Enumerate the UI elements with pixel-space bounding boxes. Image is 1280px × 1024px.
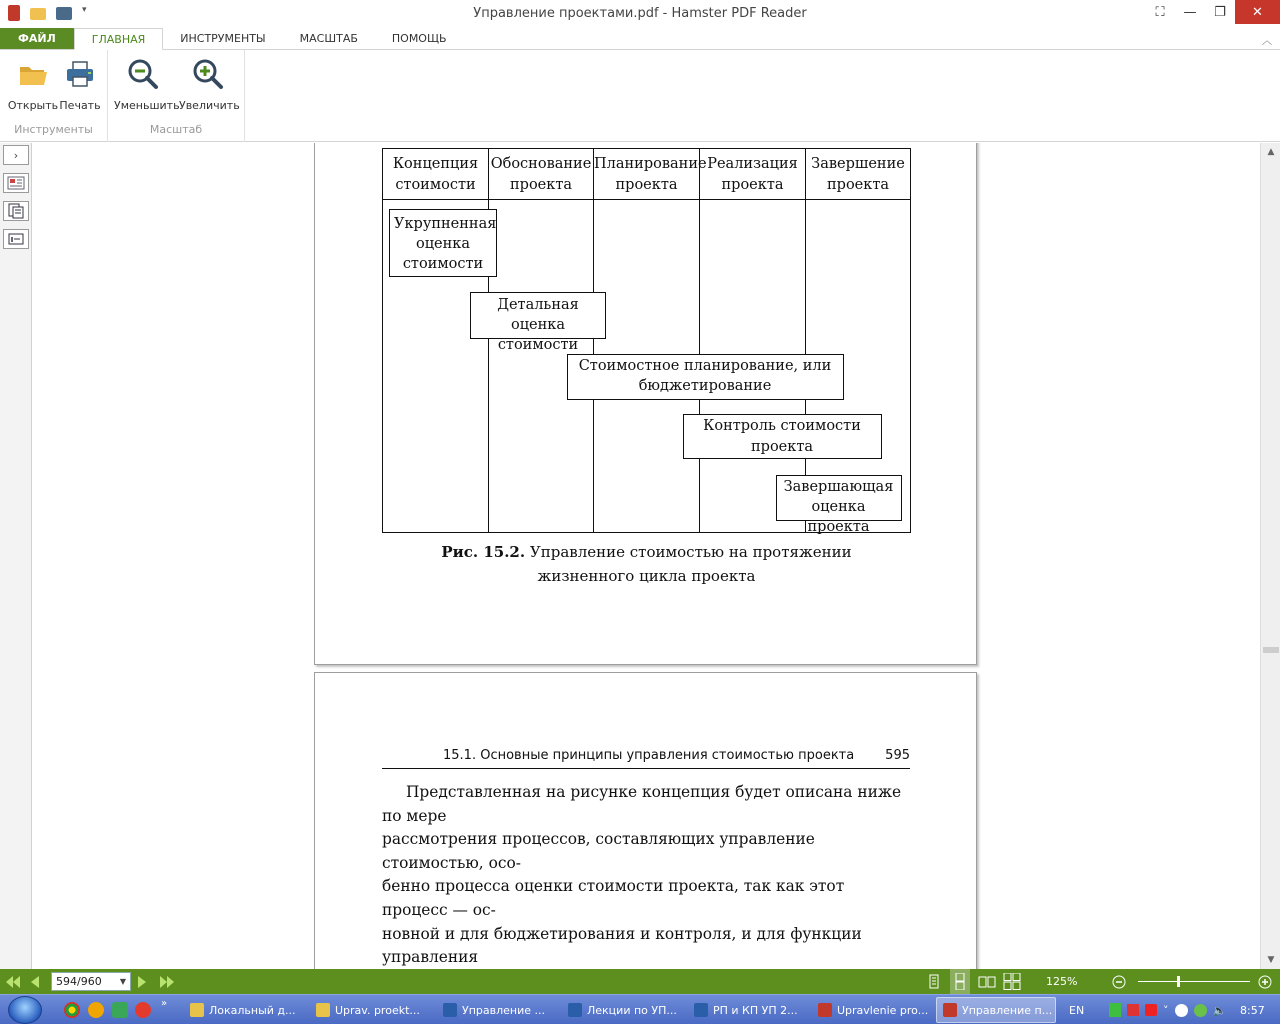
window-controls (1145, 0, 1280, 24)
bookmarks-icon[interactable] (3, 229, 29, 249)
folder-open-icon (17, 58, 49, 90)
diagram-box: Контроль стоимости проекта (703, 418, 861, 455)
print-button-label: Печать (59, 99, 101, 112)
ribbon-group-label: Масштаб (149, 123, 203, 136)
word-document-icon (568, 1003, 582, 1017)
zoom-in-icon (192, 58, 224, 90)
restore-button[interactable]: ❐ (1214, 4, 1226, 20)
word-document-icon (694, 1003, 708, 1017)
ribbon-tabs (0, 28, 1280, 50)
taskbar-task[interactable]: Uprav. proekt... (310, 997, 428, 1023)
tab-tools[interactable]: ИНСТРУМЕНТЫ (180, 32, 266, 45)
tray-monitor-icon[interactable] (1127, 1004, 1139, 1016)
pages-icon[interactable] (3, 201, 29, 221)
window-title: Управление проектами.pdf - Hamster PDF Reader (473, 6, 807, 21)
continuous-facing-view-icon[interactable] (1003, 969, 1021, 994)
text-line: новной и для бюджетирования и контроля, и для функции управления (382, 924, 862, 967)
diagram-box: Укрупненная оценка стоимости (394, 216, 497, 272)
thumbnails-icon[interactable] (3, 173, 29, 193)
taskbar-task[interactable]: РП и КП УП 2... (688, 997, 806, 1023)
zoom-slider-thumb[interactable] (1177, 976, 1180, 987)
title-bar (0, 0, 1280, 28)
tab-help[interactable]: ПОМОЩЬ (391, 32, 447, 45)
phase-header: Планирование проекта (594, 156, 707, 193)
pdf-page (314, 672, 977, 969)
zoom-minus-icon[interactable] (1112, 969, 1126, 994)
chrome-icon[interactable] (64, 1002, 80, 1018)
taskbar-task[interactable]: Лекции по УП... (562, 997, 680, 1023)
phase-header: Концепция стоимости (392, 156, 479, 193)
first-page-icon[interactable] (5, 969, 21, 994)
language-indicator[interactable]: EN (1069, 1003, 1085, 1017)
text-line: Представленная на рисунке концепция будет описана ниже по мере (382, 783, 902, 825)
scroll-down-icon[interactable]: ▼ (1267, 955, 1275, 965)
zoom-slider-track[interactable] (1138, 981, 1250, 982)
ribbon-group-label: Инструменты (14, 123, 93, 136)
mail-icon[interactable] (88, 1002, 104, 1018)
zoom-out-icon (127, 58, 159, 90)
running-header (382, 747, 910, 769)
system-tray (1109, 995, 1226, 1024)
document-viewport[interactable] (33, 143, 1260, 969)
page-number: 595 (885, 748, 910, 763)
minimize-button[interactable]: — (1183, 4, 1197, 20)
single-page-view-icon[interactable] (928, 969, 940, 994)
ribbon (0, 50, 1280, 142)
zoom-out-label: Уменьшить (114, 99, 180, 112)
printer-icon (64, 58, 96, 90)
diagram-box: Стоимостное планирование, или бюджетирование (578, 358, 832, 394)
page-indicator: 594/960 (56, 975, 102, 988)
tab-home[interactable]: ГЛАВНАЯ (74, 28, 164, 50)
customize-toolbar-chevron-icon[interactable]: ▾ (82, 5, 87, 15)
page-dropdown-chevron-icon[interactable]: ▼ (119, 977, 126, 986)
taskbar-task[interactable]: Локальный д... (184, 997, 302, 1023)
yandex-browser-icon[interactable] (135, 1002, 151, 1018)
tray-app-icon[interactable] (1109, 1003, 1121, 1017)
tray-chevron-icon[interactable]: ˅ (1163, 1003, 1169, 1017)
text-line: бенно процесса оценки стоимости проекта, так как этот процесс — ос- (382, 877, 845, 919)
taskbar-task[interactable]: Управление ... (437, 997, 555, 1023)
diagram-box: Завершающая оценка проекта (783, 479, 894, 535)
folder-icon (190, 1003, 204, 1017)
folder-icon (316, 1003, 330, 1017)
collapse-ribbon-chevron-icon[interactable]: ︿ (1262, 36, 1272, 47)
close-button[interactable]: ✕ (1235, 0, 1280, 24)
tab-scale[interactable]: МАСШТАБ (299, 32, 358, 45)
vertical-scrollbar[interactable] (1260, 143, 1280, 969)
zoom-out-button[interactable] (114, 58, 180, 112)
zoom-in-label: Увеличить (179, 99, 240, 112)
print-button[interactable] (51, 58, 109, 112)
fullscreen-icon[interactable]: ⛶ (1155, 4, 1165, 20)
clock[interactable]: 8:57 (1240, 1003, 1265, 1017)
figure-caption-label: Рис. 15.2. (441, 543, 526, 561)
volume-icon[interactable]: 🔈 (1212, 1003, 1227, 1017)
running-header-title: 15.1. Основные принципы управления стоимостью проекта (443, 748, 855, 763)
quick-launch-overflow-icon[interactable]: » (161, 998, 168, 1009)
scroll-up-icon[interactable]: ▲ (1267, 147, 1275, 157)
pdf-reader-icon (943, 1003, 957, 1017)
tray-network-icon[interactable] (1194, 1004, 1207, 1017)
zoom-in-button[interactable] (179, 58, 240, 112)
prev-page-icon[interactable] (30, 969, 40, 994)
next-page-icon[interactable] (137, 969, 147, 994)
figure-caption-text: Управление стоимостью на протяжении жизненного цикла проекта (529, 543, 852, 585)
tray-antivirus-icon[interactable] (1145, 1004, 1157, 1016)
quick-launch-icon[interactable] (112, 1002, 128, 1018)
text-line: рассмотрения процессов, составляющих управление стоимостью, осо- (382, 830, 815, 872)
body-text (382, 781, 910, 969)
diagram-box: Детальная оценка стоимости (497, 297, 579, 353)
scrollbar-thumb[interactable] (1263, 647, 1279, 653)
ribbon-group-tools (0, 50, 108, 142)
pdf-page (314, 143, 977, 665)
phase-header: Обоснование проекта (490, 156, 592, 193)
open-button-label: Открыть (7, 99, 59, 112)
phase-header: Завершение проекта (811, 156, 905, 193)
figure-caption (435, 540, 858, 588)
tray-security-icon[interactable] (1175, 1004, 1188, 1017)
ribbon-group-scale (108, 50, 245, 142)
status-bar (0, 969, 1280, 994)
taskbar (0, 994, 1280, 1024)
continuous-view-icon[interactable] (950, 969, 970, 994)
last-page-icon[interactable] (159, 969, 175, 994)
zoom-level: 125% (1046, 975, 1078, 988)
tab-file[interactable]: ФАЙЛ (0, 28, 74, 49)
page-number-input[interactable] (51, 972, 131, 991)
expand-panel-chevron-icon[interactable]: › (3, 145, 29, 165)
start-button[interactable] (8, 996, 42, 1024)
side-panel (0, 143, 32, 969)
word-document-icon (443, 1003, 457, 1017)
phase-header: Реализация проекта (707, 156, 798, 193)
zoom-plus-icon[interactable] (1258, 969, 1272, 994)
taskbar-task-active[interactable]: Управление п... (936, 997, 1056, 1023)
archive-icon (818, 1003, 832, 1017)
taskbar-task[interactable]: Upravlenie pro... (812, 997, 930, 1023)
facing-view-icon[interactable] (978, 969, 996, 994)
